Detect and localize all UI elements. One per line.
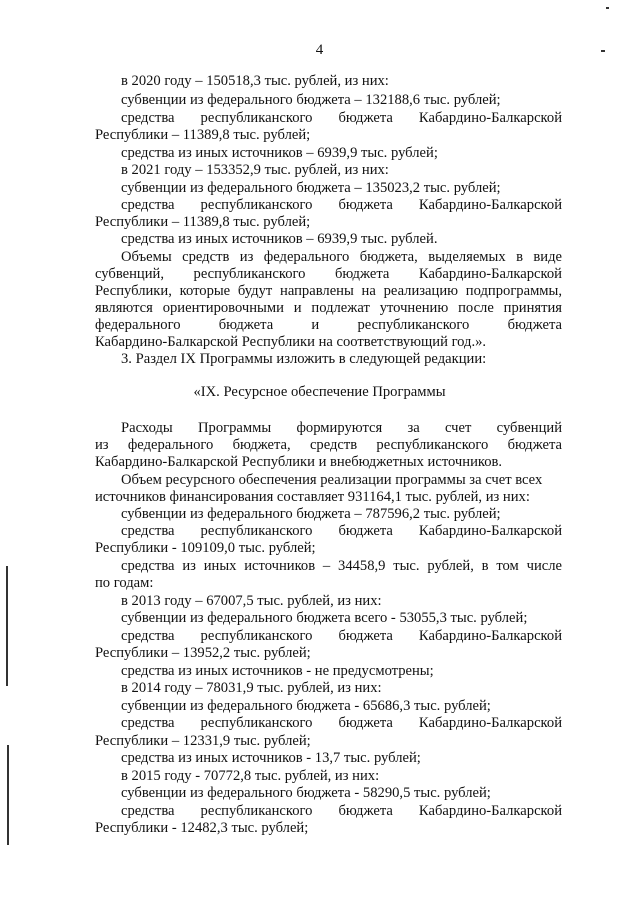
text-line: Объемы средств из федерального бюджета, выделяемых в виде <box>121 249 562 265</box>
text-line: средства из иных источников – 6939,9 тыс. рублей. <box>121 231 438 247</box>
text-line: средства из иных источников - не предусмотрены; <box>121 663 434 679</box>
text-line: в 2020 году – 150518,3 тыс. рублей, из них: <box>121 73 389 89</box>
scan-artifact <box>6 566 8 686</box>
text-line: в 2015 году - 70772,8 тыс. рублей, из них: <box>121 768 380 784</box>
text-line: Кабардино-Балкарской Республики на соответствующий год.». <box>95 334 487 350</box>
text-line: средства республиканского бюджета Кабардино-Балкарской <box>121 523 562 539</box>
text-line: источников финансирования составляет 931164,1 тыс. рублей, из них: <box>95 489 530 505</box>
text-line: Кабардино-Балкарской Республики и внебюджетных источников. <box>95 454 503 470</box>
text-line: из федерального бюджета, средств республиканского бюджета <box>95 437 562 453</box>
text-line: в 2014 году – 78031,9 тыс. рублей, из них: <box>121 680 382 696</box>
text-line: субвенций, республиканского бюджета Кабардино-Балкарской <box>95 266 562 282</box>
section-heading: «IX. Ресурсное обеспечение Программы <box>193 384 446 400</box>
text-line: являются ориентировочными и подлежат уточнению после принятия <box>95 300 562 316</box>
text-line: Республики, которые будут направлены на реализацию подпрограммы, <box>95 283 562 299</box>
text-line: субвенции из федерального бюджета всего - 53055,3 тыс. рублей; <box>121 610 528 626</box>
text-line: Объем ресурсного обеспечения реализации программы за счет всех <box>121 472 543 488</box>
text-line: субвенции из федерального бюджета - 65686,3 тыс. рублей; <box>121 698 491 714</box>
text-line: федерального бюджета и республиканского бюджета <box>95 317 562 333</box>
text-line: 3. Раздел IX Программы изложить в следующей редакции: <box>121 351 487 367</box>
text-line: Республики - 12482,3 тыс. рублей; <box>95 820 309 836</box>
text-line: средства из иных источников – 34458,9 тыс. рублей, в том числе <box>121 558 562 574</box>
text-line: Республики – 13952,2 тыс. рублей; <box>95 645 311 661</box>
text-line: средства из иных источников – 6939,9 тыс. рублей; <box>121 145 438 161</box>
scan-artifact <box>7 745 9 845</box>
page-number: 4 <box>315 42 324 58</box>
text-line: субвенции из федерального бюджета – 787596,2 тыс. рублей; <box>121 506 501 522</box>
text-line: Республики – 11389,8 тыс. рублей; <box>95 127 311 143</box>
text-line: в 2021 году – 153352,9 тыс. рублей, из них: <box>121 162 389 178</box>
text-line: Республики - 109109,0 тыс. рублей; <box>95 540 316 556</box>
text-line: средства республиканского бюджета Кабардино-Балкарской <box>121 110 562 126</box>
text-line: средства республиканского бюджета Кабардино-Балкарской <box>121 628 562 644</box>
text-line: субвенции из федерального бюджета - 58290,5 тыс. рублей; <box>121 785 491 801</box>
text-line: средства республиканского бюджета Кабардино-Балкарской <box>121 803 562 819</box>
text-line: Республики – 12331,9 тыс. рублей; <box>95 733 311 749</box>
text-line: по годам: <box>95 575 154 591</box>
scan-artifact <box>606 7 609 9</box>
text-line: средства республиканского бюджета Кабардино-Балкарской <box>121 715 562 731</box>
text-line: Республики – 11389,8 тыс. рублей; <box>95 214 311 230</box>
text-line: Расходы Программы формируются за счет субвенций <box>121 420 562 436</box>
text-line: в 2013 году – 67007,5 тыс. рублей, из них: <box>121 593 382 609</box>
scan-artifact <box>601 50 605 52</box>
text-line: средства республиканского бюджета Кабардино-Балкарской <box>121 197 562 213</box>
text-line: субвенции из федерального бюджета – 135023,2 тыс. рублей; <box>121 180 501 196</box>
text-line: субвенции из федерального бюджета – 132188,6 тыс. рублей; <box>121 92 501 108</box>
text-line: средства из иных источников - 13,7 тыс. рублей; <box>121 750 421 766</box>
